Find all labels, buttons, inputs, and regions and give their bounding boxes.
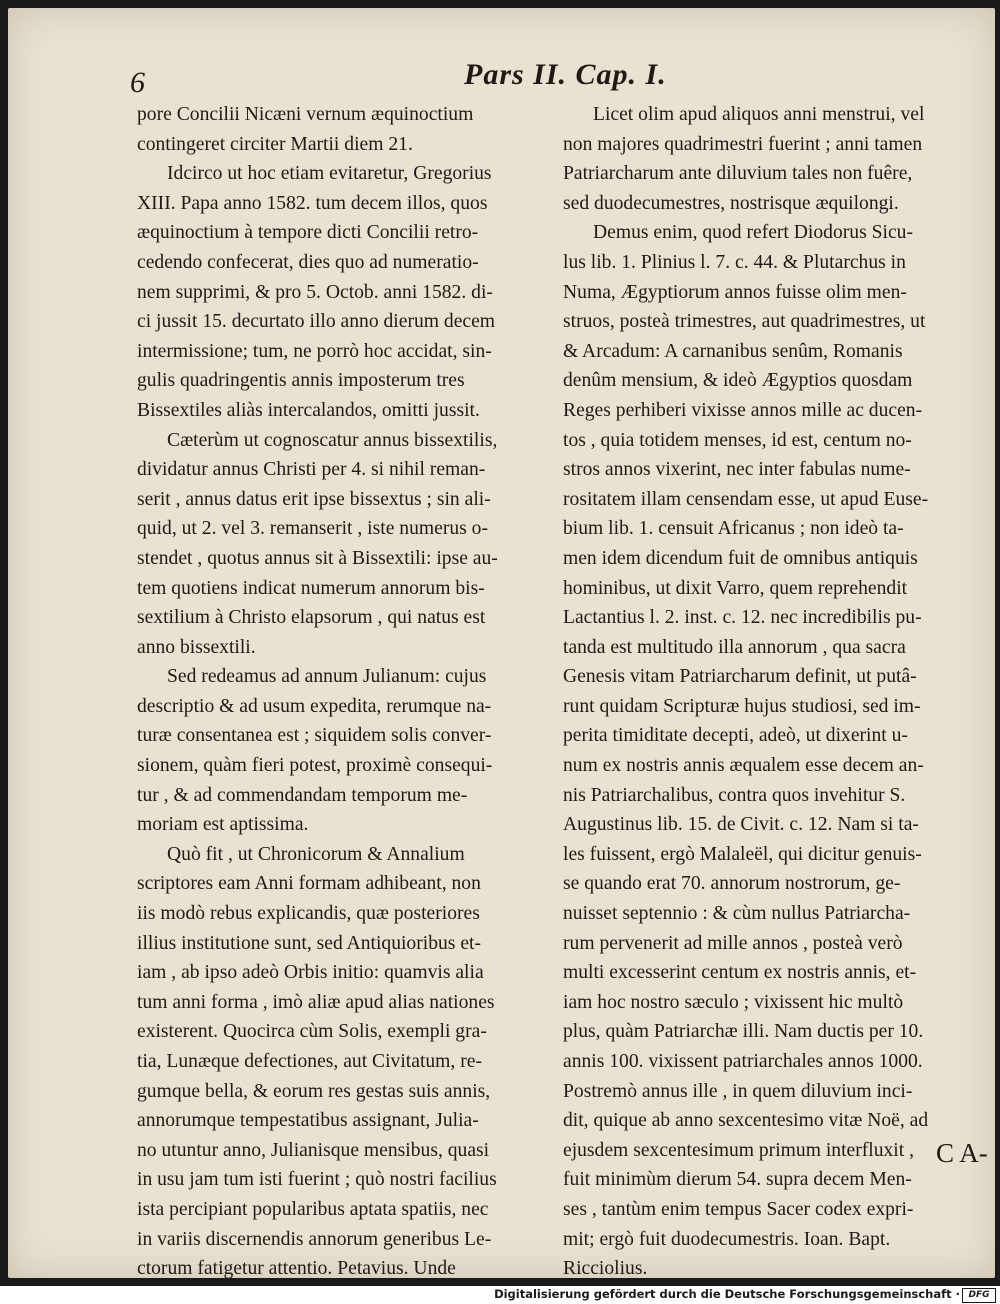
text-line: contingeret circiter Martii diem 21. [137, 133, 413, 155]
text-line: perita timiditate decepti, adeò, ut dixerint u- [563, 725, 908, 747]
text-line: Sed redeamus ad annum Julianum: cujus [167, 666, 487, 688]
text-line: tur , & ad commendandam temporum me- [137, 784, 468, 806]
right-text-column [563, 100, 974, 1284]
text-line: nis Patriarchalibus, contra quos invehitur S. [563, 784, 906, 806]
text-line: Numa, Ægyptiorum annos fuisse olim men- [563, 281, 907, 303]
text-line: in variis discernendis annorum generibus Le- [137, 1228, 492, 1250]
text-line: nuisset septennio : & cùm nullus Patriarcha- [563, 903, 911, 925]
text-line: intermissione; tum, ne porrò hoc accidat, sin- [137, 340, 492, 362]
text-line: moriam est aptissima. [137, 814, 309, 836]
text-line: iam , ab ipso adeò Orbis initio: quamvis alia [137, 962, 484, 984]
text-line: tos , quia totidem menses, id est, centum no- [563, 429, 912, 451]
text-line: sextilium à Christo elapsorum , qui natus est [137, 607, 486, 629]
text-line: pore Concilii Nicæni vernum æquinoctium [137, 104, 474, 125]
text-line: lus lib. 1. Plinius l. 7. c. 44. & Plutarchus in [563, 251, 906, 273]
text-line: & Arcadum: A carnanibus senûm, Romanis [563, 340, 903, 362]
text-line: descriptio & ad usum expedita, rerumque na- [137, 695, 492, 717]
dfg-logo-icon: DFG [962, 1288, 996, 1303]
running-head: Pars II. Cap. I. [464, 58, 667, 91]
text-line: les fuissent, ergò Malaleël, qui dicitur genuis- [563, 843, 922, 865]
text-line: dividatur annus Christi per 4. si nihil reman- [137, 459, 486, 481]
text-line: sed duodecumestres, nostrisque æquilongi. [563, 192, 899, 214]
text-line: gumque bella, & eorum res gestas suis annis, [137, 1080, 491, 1102]
text-line: annis 100. vixissent patriarchales annos 1000. [563, 1051, 923, 1072]
text-line: Genesis vitam Patriarcharum definit, ut putâ- [563, 666, 917, 688]
text-line: non majores quadrimestri fuerint ; anni tamen [563, 133, 923, 155]
text-line: runt quidam Scripturæ hujus studiosi, sed im- [563, 695, 921, 717]
text-line: bium lib. 1. censuit Africanus ; non ideò ta- [563, 518, 904, 540]
text-line: Cæterùm ut cognoscatur annus bissextilis, [167, 429, 498, 451]
text-line: Quò fit , ut Chronicorum & Annalium [167, 843, 465, 865]
text-line: hominibus, ut dixit Varro, quem reprehendit [563, 577, 908, 599]
text-line: cedendo confecerat, dies quo ad numeratio- [137, 251, 479, 273]
text-line: mit; ergò fuit duodecumestris. Ioan. Bapt. [563, 1228, 891, 1250]
text-line: anno bissextili. [137, 636, 256, 658]
text-line: iam hoc nostro sæculo ; vixissent hic multò [563, 991, 904, 1013]
text-line: num ex nostris annis æqualem esse decem an- [563, 755, 924, 777]
text-line: XIII. Papa anno 1582. tum decem illos, quos [137, 192, 488, 214]
text-line: Patriarcharum ante diluvium tales non fuêre, [563, 163, 913, 185]
catchword: C A- [936, 1138, 988, 1168]
text-line: rositatem illam censendam esse, ut apud Euse- [563, 488, 929, 510]
page-number: 6 [130, 66, 145, 99]
text-line: sionem, quàm fieri potest, proximè consequi- [137, 755, 493, 777]
text-line: Demus enim, quod refert Diodorus Sicu- [593, 222, 913, 244]
text-line: tia, Lunæque defectiones, aut Civitatum, re- [137, 1051, 482, 1072]
text-line: ejusdem sexcentesimum primum interfluxit , [563, 1139, 914, 1161]
text-line: quid, ut 2. vel 3. remanserit , iste numerus o- [137, 518, 488, 540]
text-line: Postremò annus ille , in quem diluvium inci- [563, 1080, 913, 1102]
text-line: Ricciolius. [563, 1258, 648, 1280]
text-line: multi excesserint centum ex nostris annis, et- [563, 962, 917, 984]
text-line: iis modò rebus explicandis, quæ posteriores [137, 903, 480, 925]
text-line: Bissextiles aliàs intercalandos, omitti jussit. [137, 399, 480, 421]
text-line: dit, quique ab anno sexcentesimo vitæ Noë, ad [563, 1110, 929, 1132]
text-line: tem quotiens indicat numerum annorum bis- [137, 577, 485, 599]
text-line: nem supprimi, & pro 5. Octob. anni 1582. di- [137, 281, 493, 303]
text-line: men idem dicendum fuit de omnibus antiquis [563, 547, 918, 569]
text-line: ista percipiant popularibus aptata spatiis, nec [137, 1198, 489, 1220]
text-line: se quando erat 70. annorum nostrorum, ge- [563, 873, 901, 895]
text-line: tum anni forma , imò aliæ apud alias nationes [137, 991, 495, 1013]
text-line: in usu jam tum isti fuerint ; quò nostri facilius [137, 1169, 497, 1191]
text-line: ci jussit 15. decurtato illo anno dierum decem [137, 311, 496, 333]
text-line: Lactantius l. 2. inst. c. 12. nec incredibilis pu- [563, 607, 922, 629]
text-line: illius institutione sunt, sed Antiquioribus et- [137, 932, 481, 954]
text-line: annorumque tempestatibus assignant, Julia- [137, 1110, 479, 1132]
text-line: ctorum fatigetur attentio. Petavius. Unde [137, 1258, 456, 1280]
text-line: scriptores eam Anni formam adhibeant, non [137, 873, 481, 895]
text-line: serit , annus datus erit ipse bissextus ; sin ali- [137, 488, 491, 510]
text-line: æquinoctium à tempore dicti Concilii retro- [137, 222, 479, 244]
text-line: struos, posteà trimestres, aut quadrimestres, ut [563, 311, 926, 333]
text-line: existerent. Quocirca cùm Solis, exempli gra- [137, 1021, 487, 1043]
text-line: gulis quadringentis annis imposterum tres [137, 370, 465, 392]
text-line: Licet olim apud aliquos anni menstrui, vel [593, 104, 925, 125]
digitization-credit: Digitalisierung gefördert durch die Deutsche Forschungsgemeinschaft · [494, 1287, 960, 1301]
text-line: ses , tantùm enim tempus Sacer codex expri- [563, 1198, 914, 1220]
text-line: rum pervenerit ad mille annos , posteà verò [563, 932, 903, 954]
text-line: fuit minimùm dierum 54. supra decem Men- [563, 1169, 912, 1191]
text-line: stendet , quotus annus sit à Bissextili: ipse au- [137, 547, 498, 569]
text-line: Idcirco ut hoc etiam evitaretur, Gregorius [167, 163, 492, 185]
left-text-column [137, 100, 549, 1284]
text-line: turæ consentanea est ; siquidem solis conver- [137, 725, 492, 747]
text-line: plus, quàm Patriarchæ illi. Nam ductis per 10. [563, 1021, 924, 1043]
text-line: denûm mensium, & ideò Ægyptios quosdam [563, 370, 913, 392]
text-line: no utuntur anno, Julianisque mensibus, quasi [137, 1139, 490, 1161]
text-line: Reges perhiberi vixisse annos mille ac ducen- [563, 399, 923, 421]
text-line: Augustinus lib. 15. de Civit. c. 12. Nam si ta- [563, 814, 919, 836]
text-line: tanda est multitudo illa annorum , qua sacra [563, 636, 906, 658]
text-line: stros annos vixerint, nec inter fabulas nume- [563, 459, 911, 481]
